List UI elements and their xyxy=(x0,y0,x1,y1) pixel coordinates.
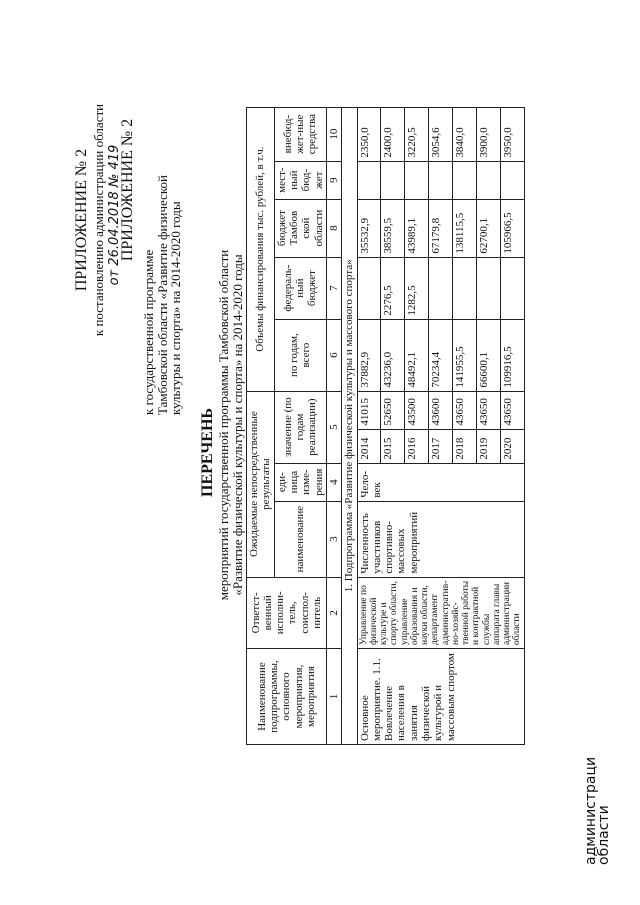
column-number: 1 xyxy=(326,649,341,745)
activities-table xyxy=(246,107,525,745)
column-number: 8 xyxy=(326,199,341,257)
header-col7: федераль-ный бюджет xyxy=(274,257,326,319)
header-col3: наименование xyxy=(274,501,326,577)
header-col8: бюджет Тамбов ской области xyxy=(274,199,326,257)
unit-of-measure: Чело-век xyxy=(357,463,524,501)
federal-cell xyxy=(429,257,453,319)
appendix2-title: ПРИЛОЖЕНИЕ № 2 xyxy=(119,118,136,262)
header-funding: Объемы финансирования тыс. рублей, в т.ч. xyxy=(247,107,275,391)
extra-cell: 3840,0 xyxy=(452,107,476,161)
heading-line: мероприятий государственной программы Тамбовской области xyxy=(216,249,231,601)
total-cell: 43236,0 xyxy=(381,319,405,391)
value-cell: 41015 xyxy=(357,391,381,429)
header-col1: Наименование подпрограммы, основного мероприятия, мероприятия xyxy=(247,649,327,745)
total-cell: 48492,1 xyxy=(405,319,429,391)
year-cell: 2016 xyxy=(405,429,429,463)
local-cell xyxy=(381,161,405,199)
document-subheading xyxy=(217,165,244,685)
regional-cell: 62700,1 xyxy=(476,199,500,257)
regional-cell: 105966,5 xyxy=(500,199,524,257)
value-cell: 43650 xyxy=(452,391,476,429)
year-cell: 2014 xyxy=(357,429,381,463)
column-number: 9 xyxy=(326,161,341,199)
local-cell xyxy=(500,161,524,199)
column-number: 2 xyxy=(326,577,341,648)
column-number: 7 xyxy=(326,257,341,319)
total-cell: 109916,5 xyxy=(500,319,524,391)
header-col6: по годам, всего xyxy=(274,319,326,391)
extra-cell: 3054,6 xyxy=(429,107,453,161)
header-col9: мест-ный бюд-жет xyxy=(274,161,326,199)
subprogram-title: 1. Подпрограмма «Развитие физической культуры и массового спорта» xyxy=(342,107,357,744)
stamp-text xyxy=(585,757,612,865)
column-number: 3 xyxy=(326,501,341,577)
regional-cell: 38559,5 xyxy=(381,199,405,257)
federal-cell xyxy=(500,257,524,319)
program-reference xyxy=(142,15,183,415)
activity-name: Основное мероприятие. 1.1. Вовлечение населения в занятия физической культурой и массовым спортом xyxy=(357,649,524,745)
year-cell: 2018 xyxy=(452,429,476,463)
column-number: 10 xyxy=(326,107,341,161)
appendix-title: ПРИЛОЖЕНИЕ № 2 xyxy=(73,148,90,292)
total-cell: 141955,5 xyxy=(452,319,476,391)
federal-cell xyxy=(452,257,476,319)
appendix-subtitle: к постановлению администрации области xyxy=(91,103,106,337)
handwritten-date: от 26.04.2018 № 419 xyxy=(107,144,122,286)
value-cell: 43600 xyxy=(429,391,453,429)
federal-cell xyxy=(476,257,500,319)
header-col5: значение (по годам реализации) xyxy=(274,391,326,463)
year-cell: 2015 xyxy=(381,429,405,463)
header-col4: еди-ница изме-рения xyxy=(274,463,326,501)
column-number: 6 xyxy=(326,319,341,391)
regional-cell: 67179,8 xyxy=(429,199,453,257)
total-cell: 66600,1 xyxy=(476,319,500,391)
federal-cell: 2276,5 xyxy=(381,257,405,319)
column-number: 5 xyxy=(326,391,341,463)
value-cell: 43650 xyxy=(476,391,500,429)
local-cell xyxy=(452,161,476,199)
year-cell: 2017 xyxy=(429,429,453,463)
extra-cell: 2350,0 xyxy=(357,107,381,161)
stamp-line: области xyxy=(596,805,613,865)
year-cell: 2019 xyxy=(476,429,500,463)
local-cell xyxy=(476,161,500,199)
year-cell: 2020 xyxy=(500,429,524,463)
heading-line: «Развитие физической культуры и спорта» на 2014-2020 годы xyxy=(229,254,245,596)
local-cell xyxy=(357,161,381,199)
value-cell: 43500 xyxy=(405,391,429,429)
header-expected-results: Ожидаемые непосредственные результаты xyxy=(247,391,275,577)
local-cell xyxy=(405,161,429,199)
total-cell: 37882,9 xyxy=(357,319,381,391)
federal-cell: 1282,5 xyxy=(405,257,429,319)
header-col10: внебюд-жет-ные средства xyxy=(274,107,326,161)
program-line: Тамбовской области «Развитие физической xyxy=(154,174,170,415)
federal-cell xyxy=(357,257,381,319)
responsible-executor: Управление по физической культуре и спорту области, управление образования и науки области, департамент административ-но-хозяйс-твенной работы и контрактной службы аппарата главы администрации области xyxy=(357,577,524,648)
value-cell: 43650 xyxy=(500,391,524,429)
local-cell xyxy=(429,161,453,199)
regional-cell: 43989,1 xyxy=(405,199,429,257)
document-heading: ПЕРЕЧЕНЬ xyxy=(199,408,216,497)
extra-cell: 3900,0 xyxy=(476,107,500,161)
header-col2: Ответст-венный исполни-тель, соиспол-нитель xyxy=(247,577,327,648)
extra-cell: 2400,0 xyxy=(381,107,405,161)
program-line: к государственной программе xyxy=(141,249,156,415)
regional-cell: 138115,5 xyxy=(452,199,476,257)
regional-cell: 35532,9 xyxy=(357,199,381,257)
extra-cell: 3950,0 xyxy=(500,107,524,161)
extra-cell: 3220,5 xyxy=(405,107,429,161)
total-cell: 70234,4 xyxy=(429,319,453,391)
value-cell: 52650 xyxy=(381,391,405,429)
stamp-line: администраци xyxy=(583,756,599,865)
column-number: 4 xyxy=(326,463,341,501)
program-line: культуры и спорта» на 2014-2020 годы xyxy=(168,201,184,415)
indicator-name: Численность участников спортивно-массовых мероприятий xyxy=(357,501,524,577)
